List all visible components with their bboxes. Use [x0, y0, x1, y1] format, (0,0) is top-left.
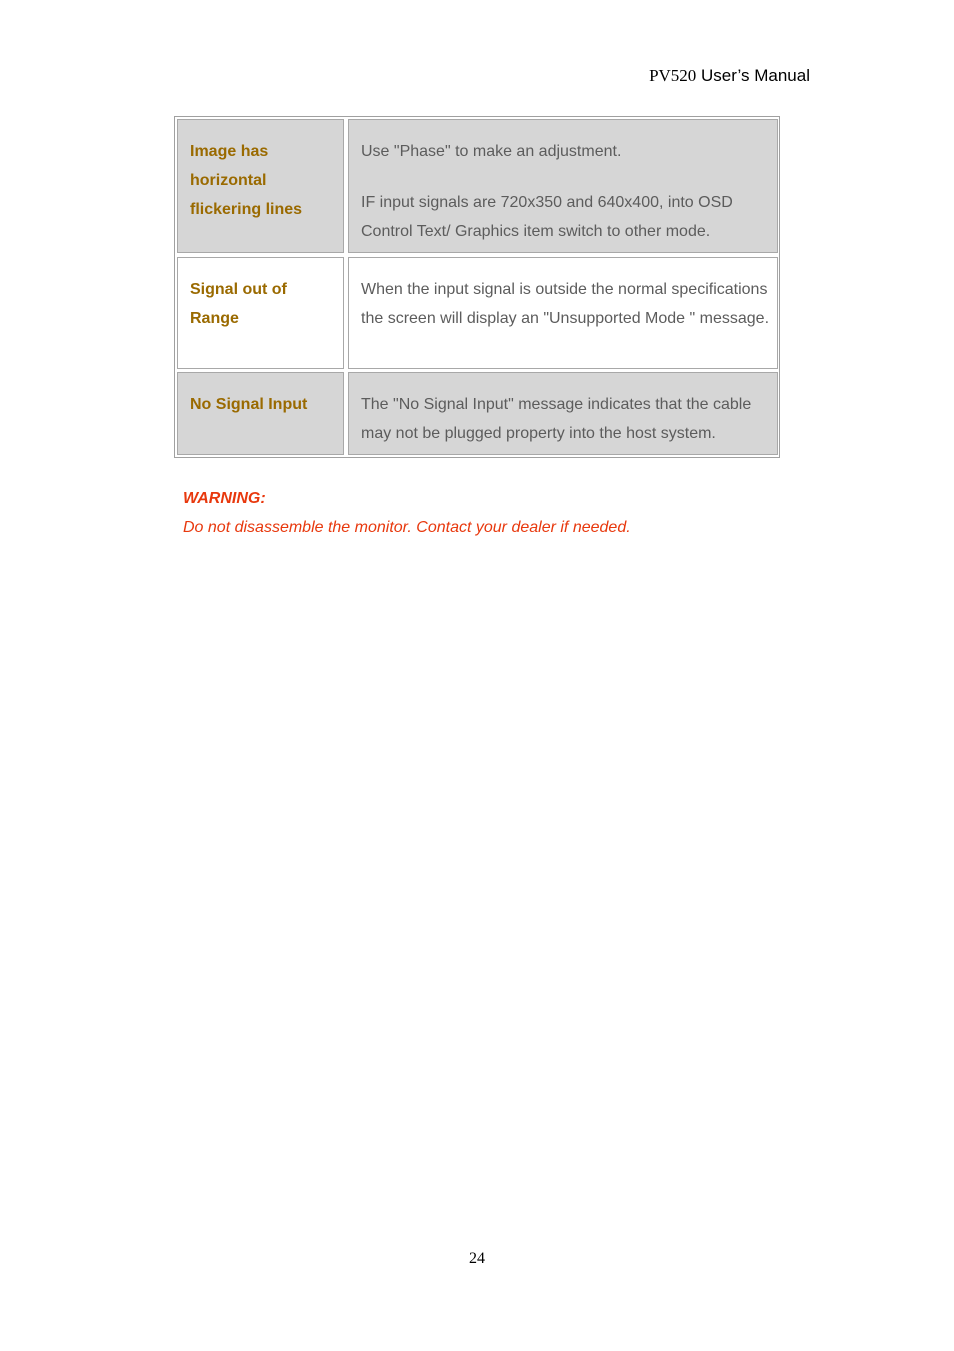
troubleshooting-table	[174, 116, 780, 458]
warning-block	[183, 484, 631, 542]
header-title: User’s Manual	[696, 66, 810, 85]
solution-text: IF input signals are 720x350 and 640x400, into OSD Control Text/ Graphics item switch to other mode.	[361, 194, 733, 240]
page-header	[649, 66, 810, 86]
problem-label: Image has horizontal flickering lines	[190, 143, 303, 218]
header-model: PV520	[649, 66, 697, 85]
problem-cell	[177, 257, 344, 369]
problem-cell	[177, 119, 344, 253]
problem-label: No Signal Input	[190, 396, 308, 413]
table-row	[177, 119, 778, 253]
problem-cell	[177, 372, 344, 455]
table-row	[177, 257, 778, 369]
solution-text: The "No Signal Input" message indicates that the cable may not be plugged property into the host system.	[361, 396, 752, 442]
problem-label: Signal out of Range	[190, 281, 287, 327]
warning-text: Do not disassemble the monitor. Contact your dealer if needed.	[183, 519, 631, 536]
warning-title: WARNING:	[183, 490, 266, 507]
page-number: 24	[469, 1250, 485, 1267]
solution-cell	[348, 372, 778, 455]
solution-text: Use "Phase" to make an adjustment.	[361, 143, 622, 160]
solution-cell	[348, 119, 778, 253]
table-row	[177, 372, 778, 455]
solution-text: When the input signal is outside the normal specifications the screen will display an "Unsupported Mode " message.	[361, 281, 770, 327]
solution-cell	[348, 257, 778, 369]
